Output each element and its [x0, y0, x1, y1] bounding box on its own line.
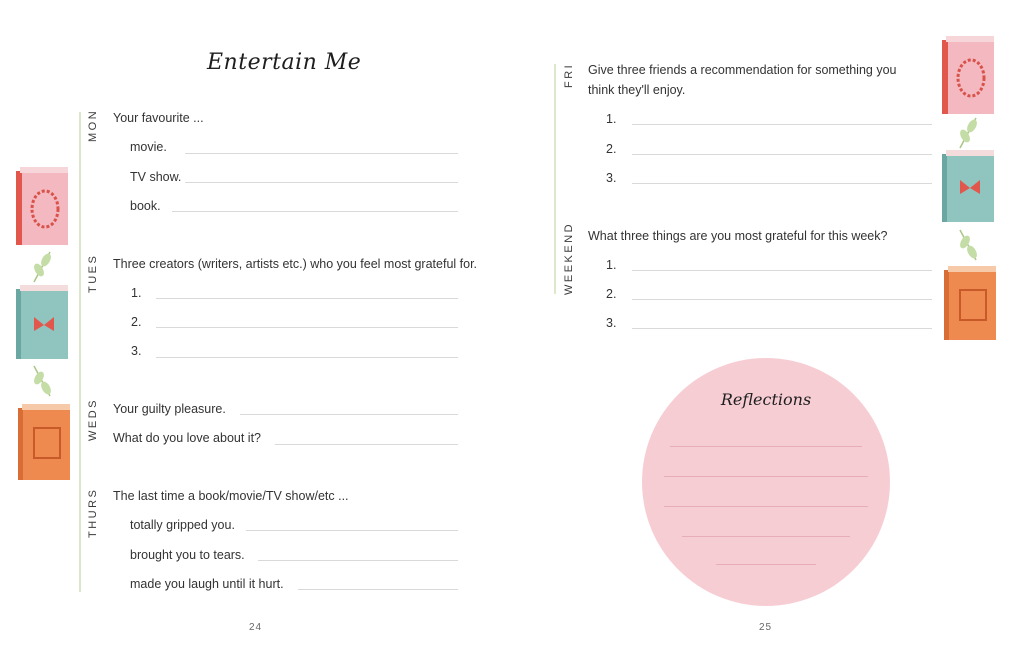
- answer-line[interactable]: [156, 357, 458, 358]
- day-label-fri: FRI: [563, 62, 575, 88]
- pink-book-icon: [938, 34, 998, 116]
- teal-butterfly-book-icon: [938, 148, 998, 224]
- tues-item-2: 2.: [131, 315, 142, 329]
- fri-prompt-line2: think they'll enjoy.: [588, 83, 686, 97]
- reflection-line[interactable]: [716, 564, 816, 565]
- answer-line[interactable]: [156, 327, 458, 328]
- fri-item-3: 3.: [606, 171, 617, 185]
- reflection-line[interactable]: [664, 476, 868, 477]
- weds-prompt-love-about-it: What do you love about it?: [113, 431, 262, 445]
- page-number: 25: [759, 622, 773, 633]
- day-divider-line: [79, 112, 81, 592]
- reflection-line[interactable]: [682, 536, 850, 537]
- answer-line[interactable]: [632, 124, 932, 125]
- thurs-item-tears: brought you to tears.: [130, 548, 245, 562]
- answer-line[interactable]: [240, 414, 458, 415]
- answer-line[interactable]: [632, 328, 932, 329]
- answer-line[interactable]: [632, 183, 932, 184]
- leaf-sprig-icon: [30, 364, 54, 398]
- tues-item-1: 1.: [131, 286, 142, 300]
- leaf-sprig-icon: [956, 116, 980, 150]
- answer-line[interactable]: [632, 299, 932, 300]
- fri-item-1: 1.: [606, 112, 617, 126]
- orange-book-icon: [14, 402, 74, 482]
- leaf-sprig-icon: [30, 250, 54, 284]
- orange-book-icon: [940, 264, 1000, 342]
- mon-prompt: Your favourite ...: [113, 111, 204, 125]
- answer-line[interactable]: [246, 530, 458, 531]
- reflection-line[interactable]: [670, 446, 862, 447]
- teal-butterfly-book-icon: [12, 283, 72, 361]
- thurs-prompt: The last time a book/movie/TV show/etc ...: [113, 489, 349, 503]
- thurs-item-gripped: totally gripped you.: [130, 518, 235, 532]
- reflection-line[interactable]: [664, 506, 868, 507]
- page-number: 24: [249, 622, 263, 633]
- day-label-weds: WEDS: [87, 398, 99, 441]
- answer-line[interactable]: [275, 444, 458, 445]
- day-label-weekend: WEEKEND: [563, 221, 575, 295]
- tues-prompt: Three creators (writers, artists etc.) who you feel most grateful for.: [113, 257, 478, 271]
- mon-item-movie: movie.: [130, 140, 167, 154]
- weds-prompt-guilty-pleasure: Your guilty pleasure.: [113, 402, 226, 416]
- right-page: [510, 0, 1020, 659]
- reflections-title: Reflections: [720, 390, 812, 409]
- weekend-prompt: What three things are you most grateful for this week?: [588, 229, 888, 243]
- pink-book-icon: [12, 165, 72, 247]
- answer-line[interactable]: [185, 153, 458, 154]
- leaf-sprig-icon: [956, 228, 980, 262]
- weekend-item-1: 1.: [606, 258, 617, 272]
- day-divider-line: [554, 64, 556, 294]
- answer-line[interactable]: [298, 589, 458, 590]
- tues-item-3: 3.: [131, 344, 142, 358]
- answer-line[interactable]: [185, 182, 458, 183]
- day-label-tues: TUES: [87, 253, 99, 293]
- answer-line[interactable]: [156, 298, 458, 299]
- mon-item-tv-show: TV show.: [130, 170, 182, 184]
- mon-item-book: book.: [130, 199, 161, 213]
- answer-line[interactable]: [632, 154, 932, 155]
- answer-line[interactable]: [632, 270, 932, 271]
- thurs-item-laugh: made you laugh until it hurt.: [130, 577, 284, 591]
- fri-prompt-line1: Give three friends a recommendation for something you: [588, 63, 897, 77]
- answer-line[interactable]: [172, 211, 458, 212]
- fri-item-2: 2.: [606, 142, 617, 156]
- answer-line[interactable]: [258, 560, 458, 561]
- page-title: Entertain Me: [207, 50, 362, 75]
- weekend-item-2: 2.: [606, 287, 617, 301]
- reflections-circle: [642, 358, 890, 606]
- day-label-thurs: THURS: [87, 487, 99, 538]
- weekend-item-3: 3.: [606, 316, 617, 330]
- day-label-mon: MON: [87, 108, 99, 142]
